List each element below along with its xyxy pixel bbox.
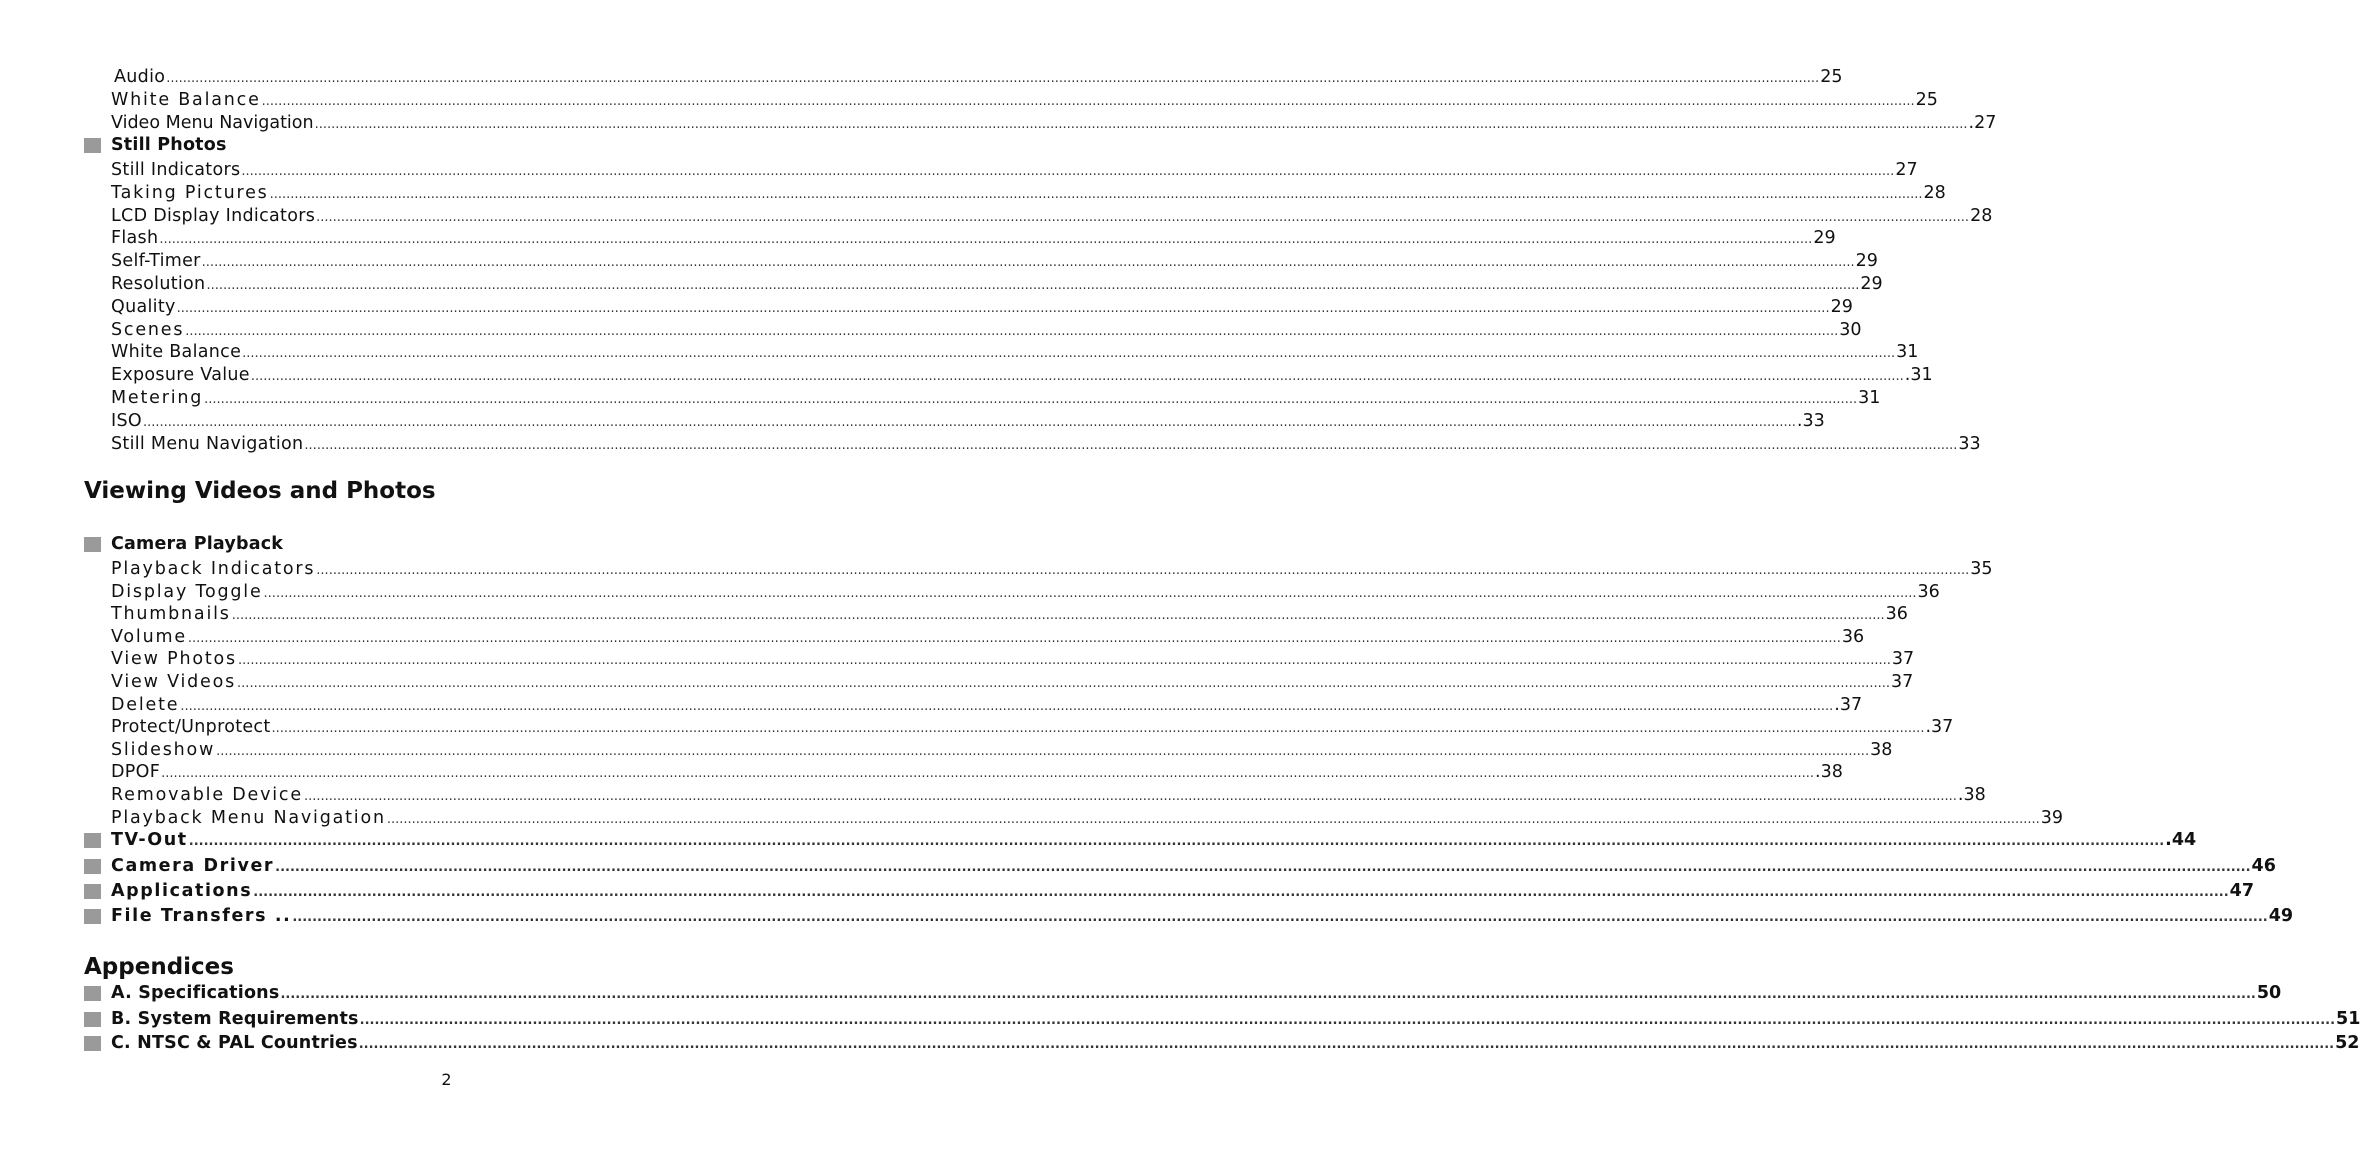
toc-entry-lcd-display-indicators[interactable] [111,205,1993,227]
entry-page: 50 [2256,983,2282,1003]
entry-label: Still Indicators [111,160,241,180]
entry-label: Playback Menu Navigation [111,807,386,828]
entry-page: 25 [1820,67,1843,87]
square-bullet-icon [84,986,101,1001]
entry-page: 49 [2268,906,2294,926]
toc-entry-audio[interactable] [114,66,1843,88]
square-bullet-icon [84,833,101,848]
section-title: B. System Requirements [111,1009,359,1029]
section-title: C. NTSC & PAL Countries [111,1033,358,1053]
square-bullet-icon [84,909,101,924]
appendix-item-1[interactable] [84,982,2282,1004]
leader-dots: ................................................................................................................................................................................................................................................................................................................................................................................................................ [159,232,1813,248]
page-number: 2 [441,1070,452,1089]
entry-label: Quality [111,296,176,317]
entry-page: .38 [1957,785,1986,805]
entry-label: Taking Pictures [111,182,269,203]
leader-dots: ................................................................................................................................................................................................................................................................................................................................................................................................................ [359,1013,2336,1028]
heading-viewing-videos-photos: Viewing Videos and Photos [84,478,436,504]
entry-page: 33 [1958,433,1981,454]
section-tv-out[interactable] [84,829,2197,851]
leader-dots: ................................................................................................................................................................................................................................................................................................................................................................................................................ [292,910,2268,925]
entry-label: Still Menu Navigation [111,433,304,454]
leader-dots: ................................................................................................................................................................................................................................................................................................................................................................................................................ [185,323,1839,339]
section-title: TV-Out [111,830,188,850]
entry-label: White Balance [111,90,261,110]
section-title: A. Specifications [111,983,280,1003]
entry-label: Resolution [111,274,206,294]
leader-dots: ................................................................................................................................................................................................................................................................................................................................................................................................................ [216,743,1870,759]
entry-label: Metering [111,388,204,408]
heading-appendices: Appendices [84,954,234,980]
entry-page: .38 [1815,762,1843,783]
entry-label: Slideshow [111,739,216,760]
entry-page: 36 [1841,626,1865,647]
toc-entry-white-balance[interactable] [111,341,1919,363]
entry-page: 36 [1917,581,1940,602]
entry-page: 31 [1858,388,1881,408]
entry-page: .44 [2165,830,2197,850]
entry-label: Delete [111,694,180,715]
entry-label: Volume [111,626,187,647]
leader-dots: ................................................................................................................................................................................................................................................................................................................................................................................................................ [201,255,1855,271]
leader-dots: ................................................................................................................................................................................................................................................................................................................................................................................................................ [275,860,2251,875]
entry-page: 27 [1895,160,1918,180]
entry-page: 36 [1885,604,1908,625]
toc-entry-view-photos[interactable] [111,648,1915,670]
entry-label: Flash [111,228,159,249]
toc-entry-iso[interactable] [111,410,1825,432]
entry-page: .33 [1796,410,1825,431]
section-applications[interactable] [84,880,2254,902]
entry-label: View Videos [111,672,237,692]
entry-label: Thumbnails [111,604,231,625]
leader-dots: ................................................................................................................................................................................................................................................................................................................................................................................................................ [250,369,1904,385]
leader-dots: ................................................................................................................................................................................................................................................................................................................................................................................................................ [176,300,1830,316]
entry-page: 28 [1970,205,1993,226]
appendix-item-2[interactable] [84,1008,2360,1030]
leader-dots: ................................................................................................................................................................................................................................................................................................................................................................................................................ [303,789,1957,804]
section-file-transfers[interactable] [84,905,2294,927]
leader-dots: ................................................................................................................................................................................................................................................................................................................................................................................................................ [316,563,1970,578]
toc-entry-dpof[interactable] [111,761,1843,783]
appendix-item-3[interactable] [84,1032,2360,1054]
section-still-photos[interactable] [84,134,809,156]
entry-label: Scenes [111,319,185,340]
entry-page: 29 [1813,228,1836,249]
toc-entry-removable-device[interactable] [111,784,1986,806]
leader-dots: ................................................................................................................................................................................................................................................................................................................................................................................................................ [314,117,1968,132]
section-camera-driver[interactable] [84,855,2276,877]
toc-entry-still-menu-navigation[interactable] [111,433,1981,455]
entry-page: 37 [1891,649,1915,670]
section-title: File Transfers .. [111,906,292,926]
toc-entry-view-videos[interactable] [111,671,1914,693]
entry-label: Audio [114,67,166,87]
entry-label: Self-Timer [111,251,201,272]
leader-dots: ................................................................................................................................................................................................................................................................................................................................................................................................................ [280,987,2256,1002]
section-title: Still Photos [111,135,227,155]
leader-dots: ................................................................................................................................................................................................................................................................................................................................................................................................................ [237,653,1891,669]
leader-dots: ................................................................................................................................................................................................................................................................................................................................................................................................................ [261,94,1915,109]
leader-dots: ................................................................................................................................................................................................................................................................................................................................................................................................................ [206,278,1860,293]
square-bullet-icon [84,884,101,899]
entry-page: 29 [1860,274,1883,294]
entry-label: Protect/Unprotect [111,717,271,738]
entry-page: 35 [1970,559,1993,579]
entry-page: .37 [1925,717,1954,738]
square-bullet-icon [84,537,101,552]
entry-page: 29 [1855,251,1878,272]
entry-label: Removable Device [111,785,303,805]
toc-entry-taking-pictures[interactable] [111,182,1946,204]
toc-entry-display-toggle[interactable] [111,581,1940,603]
entry-label: ISO [111,410,142,431]
toc-entry-flash[interactable] [111,227,1836,249]
square-bullet-icon [84,859,101,874]
leader-dots: ................................................................................................................................................................................................................................................................................................................................................................................................................ [187,630,1841,646]
entry-page: .31 [1904,365,1933,386]
toc-entry-volume[interactable] [111,626,1865,648]
leader-dots: ................................................................................................................................................................................................................................................................................................................................................................................................................ [161,766,1815,782]
entry-label: White Balance [111,342,242,363]
entry-page: 38 [1870,739,1893,760]
toc-entry-metering[interactable] [111,387,1881,409]
toc-entry-video-menu-navigation[interactable] [111,112,1997,134]
leader-dots: ................................................................................................................................................................................................................................................................................................................................................................................................................ [269,186,1923,202]
toc-entry-delete[interactable] [111,694,1863,716]
entry-page: 25 [1915,90,1938,110]
toc-entry-slideshow[interactable] [111,739,1893,761]
entry-label: Video Menu Navigation [111,113,314,133]
entry-label: Playback Indicators [111,559,316,579]
entry-label: Exposure Value [111,365,250,386]
leader-dots: ................................................................................................................................................................................................................................................................................................................................................................................................................ [242,346,1896,362]
leader-dots: ................................................................................................................................................................................................................................................................................................................................................................................................................ [188,834,2165,849]
entry-page: 39 [2040,807,2064,828]
section-camera-playback[interactable] [84,533,809,555]
toc-entry-exposure-value[interactable] [111,364,1933,386]
leader-dots: ................................................................................................................................................................................................................................................................................................................................................................................................................ [204,392,1858,407]
toc-entry-still-indicators[interactable] [111,159,1918,181]
entry-page: 46 [2251,856,2276,876]
square-bullet-icon [84,138,101,153]
leader-dots: ................................................................................................................................................................................................................................................................................................................................................................................................................ [180,698,1834,714]
toc-entry-resolution[interactable] [111,273,1883,295]
entry-page: 52 [2335,1033,2360,1053]
leader-dots: ................................................................................................................................................................................................................................................................................................................................................................................................................ [231,608,1885,624]
leader-dots: ................................................................................................................................................................................................................................................................................................................................................................................................................ [253,885,2229,900]
entry-page: .27 [1968,113,1997,133]
leader-dots: ................................................................................................................................................................................................................................................................................................................................................................................................................ [358,1037,2335,1052]
leader-dots: ................................................................................................................................................................................................................................................................................................................................................................................................................ [263,585,1917,601]
square-bullet-icon [84,1012,101,1027]
entry-page: 29 [1830,296,1853,317]
leader-dots: ................................................................................................................................................................................................................................................................................................................................................................................................................ [316,209,1970,225]
toc-entry-playback-indicators[interactable] [111,558,1993,580]
entry-page: 51 [2336,1009,2360,1029]
leader-dots: ................................................................................................................................................................................................................................................................................................................................................................................................................ [304,437,1958,453]
toc-entry-white-balance-video[interactable] [111,89,1938,111]
leader-dots: ................................................................................................................................................................................................................................................................................................................................................................................................................ [237,676,1890,691]
section-title: Camera Playback [111,534,284,554]
entry-page: 31 [1896,342,1919,363]
entry-page: 47 [2229,881,2254,901]
toc-entry-protect-unprotect[interactable] [111,716,1954,738]
leader-dots: ................................................................................................................................................................................................................................................................................................................................................................................................................ [166,71,1820,86]
entry-label: View Photos [111,649,237,670]
section-title: Camera Driver [111,856,275,876]
entry-page: 37 [1890,672,1914,692]
toc-entry-quality[interactable] [111,296,1853,318]
leader-dots: ................................................................................................................................................................................................................................................................................................................................................................................................................ [241,164,1895,179]
entry-page: 30 [1839,319,1862,340]
toc-entry-self-timer[interactable] [111,250,1878,272]
entry-label: DPOF [111,762,161,783]
entry-label: Display Toggle [111,581,263,602]
entry-page: 28 [1923,182,1946,203]
toc-entry-playback-menu-navigation[interactable] [111,807,2064,829]
leader-dots: ................................................................................................................................................................................................................................................................................................................................................................................................................ [386,811,2040,827]
leader-dots: ................................................................................................................................................................................................................................................................................................................................................................................................................ [142,414,1796,430]
toc-entry-thumbnails[interactable] [111,603,1908,625]
square-bullet-icon [84,1036,101,1051]
entry-label: LCD Display Indicators [111,205,316,226]
leader-dots: ................................................................................................................................................................................................................................................................................................................................................................................................................ [271,721,1925,737]
toc-entry-scenes[interactable] [111,319,1862,341]
section-title: Applications [111,881,253,901]
entry-page: .37 [1834,694,1863,715]
